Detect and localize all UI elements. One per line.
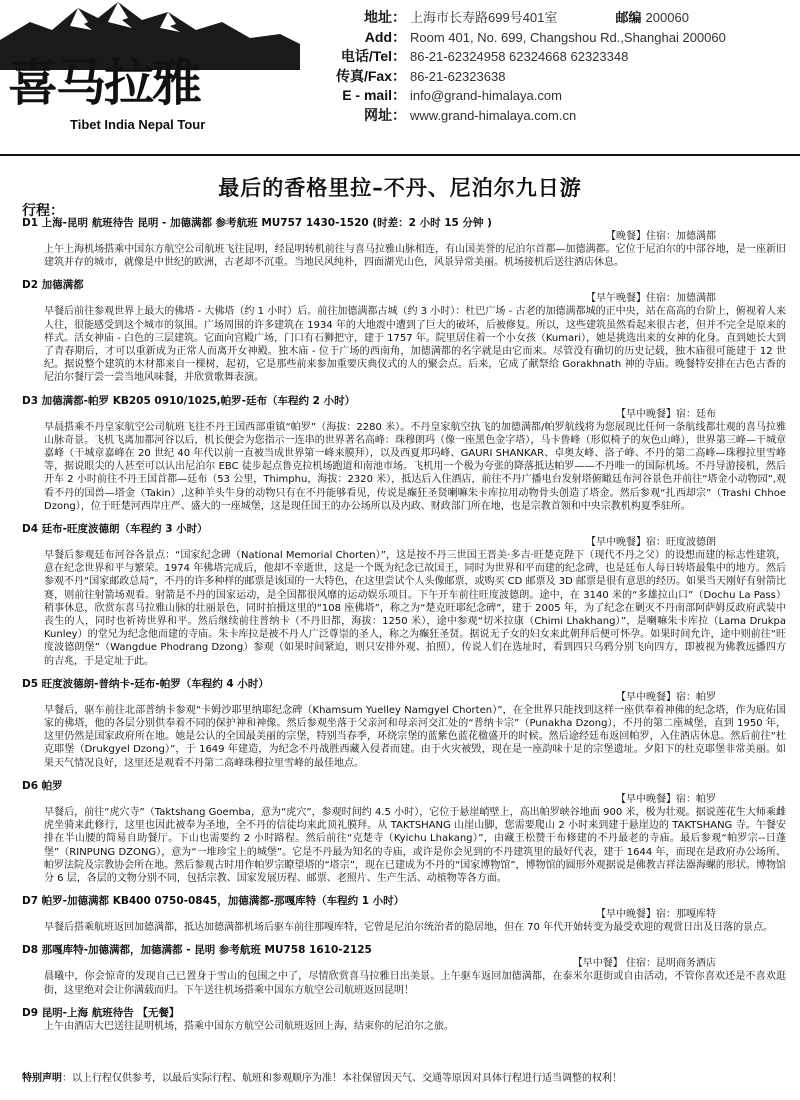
notice-text: ：以上行程仅供参考，以最后实际行程、航班和参观顺序为准！本社保留因天气、交通等原因对具体行程进行适当调整的权利！ [62,1073,622,1084]
day-heading: D8 那嘎库特-加德满都，加德满都 - 昆明 参考航班 MU758 1610-2125 [22,944,372,957]
day-meal: 【早中晚餐】宿：廷布 [616,408,716,420]
day-2 [22,278,786,384]
special-notice [22,1072,786,1085]
tel-label: 电话/Tel： [340,48,406,64]
day-heading: D6 帕罗 [22,779,63,792]
logo-text: 喜马拉雅 [8,53,200,112]
day-description: 上午由酒店大巴送往昆明机场，搭乘中国东方航空公司航班返回上海，结束你的尼泊尔之旅。 [44,1020,454,1032]
day-9 [22,1006,786,1033]
day-heading: D9 昆明-上海 航班待告 【无餐】 [22,1006,180,1019]
add-row [292,28,797,48]
day-heading: D4 廷布-旺度波德朗（车程约 3 小时） [22,523,208,536]
day-description: 早餐后，前往“虎穴寺”（Taktshang Goemba，意为“虎穴”，参观时间约 4.5 小时），它位于悬崖峭壁上，高出帕罗峡谷地面 900 米，极为壮观。据说莲花生大师乘雌虎坐骑来此修行，这里也因此被奉为圣地，全不丹的信徒均来此顶礼膜拜。从 TAKTSHANG 山崖山脚，您需要爬山 2 小时来到建于悬崖边的 TAKTSHANG 寺。午餐安排在半山腰的简易自助餐厅。下山也需要约 2 小时路程。然后前往“克楚寺（Kyichu Lhakang）”，由藏王松赞干布修建的不丹最老的寺庙。最后参观“帕罗宗--日蓬堡”（RINPUNG DZONG），意为“一堆珍宝上的城堡”。它是不丹最为知名的寺庙，或许是你会见到的不丹建筑里的最好代表，建于 1644 年，而现在是政府办公场所、帕罗法院及宗教协会所在地。然后参观古时用作帕罗宗瞭望塔的“塔宗”，现在已建成为不丹的“国家博物馆”，博物馆的圆形外观据说是佛教吉祥法器海螺的形状。博物馆分 6 层，各层的文物分别不同，包括宗教、国家发展历程、邮票、老照片、生产生活、动植物等各方面。 [44,806,786,884]
fax-value: 86-21-62323638 [410,68,506,84]
itinerary-list [22,216,786,1042]
email-value[interactable]: info@grand-himalaya.com [410,88,562,103]
tel-value: 86-21-62324958 62324668 62323348 [410,49,629,64]
itinerary-label: 行程： [22,203,64,219]
day-3 [22,394,786,513]
day-meal: 【早中晚餐】宿：帕罗 [616,691,716,703]
day-7 [22,894,786,934]
day-meal: 【早中餐】 住宿：昆明商务酒店 [572,958,716,970]
day-meal: 【早午晚餐】住宿：加德满都 [586,293,716,305]
day-heading: D3 加德满都-帕罗 KB205 0910/1025,帕罗-廷布（车程约 2 小时） [22,394,356,407]
day-heading: D5 旺度波德朗-普纳卡-廷布-帕罗（车程约 4 小时） [22,677,269,690]
email-row [292,86,797,106]
day-description: 早餐后，驱车前往北部普纳卡参观“卡姆沙耶里纳耶纪念碑（Khamsum Yuelley Namgyel Chorten）”，在全世界只能找到这样一座供奉着神佛的纪念塔，作为庇佑国家的佛塔，他的各层分别供奉着不同的保护神和神像。然后参观坐落于父亲河和母亲河交汇处的“普纳卡宗”（Punakha Dzong），不丹的第二座城堡，直到 1950 年，这里仍然是国家政府所在地。她是公认的全国最美丽的宗堡，特别当春季，环绕宗堡的蓝紫色蓝花楹盛开的时候。然后途经廷布返回帕罗，入住酒店休息。然后前往“杜克耶堡（Drukgyel Dzong）”，于 1649 年建造，为纪念不丹战胜西藏入侵者而建。由于火灾被毁，现在是一座韵味十足的宗堡遗址。夕阳下的杜克耶堡非常美丽。如果天气情况良好，这里还是观看不丹第二高峰珠穆拉里雪峰的最佳地点。 [44,704,786,769]
address-value: 上海市长寿路699号401室 [410,10,558,25]
day-8 [22,943,786,996]
email-label: E - mail： [342,87,406,103]
notice-label: 特别声明 [22,1073,62,1084]
day-description: 早餐后前往参观世界上最大的佛塔 - 大佛塔（约 1 小时）后。前往加德满都古城（约 3 小时）：杜巴广场 - 古老的加德满都城的正中央，站在高高的台阶上，俯视着人来人往，很能感受到这个城市的氛围。广场周围的许多建筑在 1934 年的大地震中遭到了巨大的破坏，后被修复。所以，这些建筑虽然看起来很古老，但并不完全是原来的样式。活女神庙 - 白色的三层建筑。它面向宫殿广场，门口有石狮把守，建于 1757 年。院里居住着一个小女孩（Kumari），她是挑选出来的女神的化身。直到她长大到了青春期后，才可以重新成为正常人而离开女神殿。独木庙 - 位于广场的西南角，加德满都的名字就是由它而来。尽管没有确切的历史记载，独木庙很可能建于 12 世纪。据说整个建筑的木材都来自一棵树，起初，它是那些前来参加重要庆典仪式的人的聚会点。后来，它成了献祭给 Gorakhnath 神的寺庙。晚餐特安排在古色古香的尼泊尔餐厅尝一尝当地风味餐，并欣赏歌舞表演。 [44,306,786,384]
day-5 [22,677,786,770]
fax-row [292,67,797,87]
web-label: 网址： [364,106,406,123]
day-heading: D1 上海-昆明 航班待告 昆明 - 加德满都 参考航班 MU757 1430-1520 (时差：2 小时 15 分钟 ) [22,217,492,229]
address-row [292,8,797,28]
letterhead [0,0,800,156]
day-4 [22,522,786,668]
address-label: 地址： [364,9,406,25]
day-description: 早晨搭乘不丹皇家航空公司航班飞往不丹王国西部重镇“帕罗”（海拔：2280 米）。不丹皇家航空执飞的加德满都/帕罗航线将为您展现比任何一条航线都壮观的喜马拉雅山脉奇景。飞机飞离加都河谷以后，机长便会为您指示一连串的世界著名高峰：珠穆朗玛（像一座黑色金字塔），马卡鲁峰（形似椅子的灰色山峰），世界第三峰—干城章嘉峰（干城章嘉峰在 20 世纪 40 年代以前一直被当成世界第一峰来膜拜），以及西夏邦玛峰、GAURI SHANKAR、卓奥友峰、洛子峰、不丹的第二高峰—珠穆拉里雪峰等，据说眼尖的人甚至可以认出尼泊尔 EBC 徒步起点鲁克拉机场跑道和南池市场。飞机用一个极为夸张的降落抵达帕罗——不丹唯一的国际机场。不丹导游接机，然后开车 2 小时前往不丹王国首都—廷布（53 公里，Thimphu，海拔：2320 米），抵达后入住酒店，前往不丹广播电台发射塔俯瞰廷布河谷景色并前往“塔金小动物园”,观看不丹的国兽—塔金（Takin）,这种羊头牛身的动物只有在不丹能够看见，传说是癫狂圣贤喇嘛朱卡库拉用动物骨头创造了塔金。然后参观“扎西却宗”（Trashi Chhoe Dzong），位于旺楚河西岸庄严、盛大的一座城堡，这是现任国王的办公场所以及内政、财政部门所在地，也是宗教首领和中央宗教机构夏季驻所。 [44,421,786,512]
contact-block [292,8,797,125]
day-description: 早餐后搭乘航班返回加德满都，抵达加德满都机场后驱车前往那嘎库特，它曾是尼泊尔统治者的隐居地，但在 70 年代开始转变为最受欢迎的观赏日出及日落的景点。 [44,922,774,934]
tel-row [292,47,797,67]
fax-label: 传真/Fax： [335,67,406,84]
header-divider [0,154,800,156]
add-label: Add： [364,28,406,45]
day-meal: 【早中晚餐】宿：帕罗 [616,793,716,805]
web-value[interactable]: www.grand-himalaya.com.cn [410,107,577,123]
day-meal: 【早中晚餐】宿：旺度波德朗 [586,537,716,549]
day-meal: 【早中晚餐】宿：那嘎库特 [596,909,716,921]
logo-subtitle: Tibet India Nepal Tour [70,117,206,132]
postcode-label: 邮编 [615,11,642,26]
postcode-value: 200060 [645,10,689,25]
day-description: 晨曦中，你会惊奇的发现自己已置身于雪山的包围之中了，尽情欣赏喜马拉雅日出美景。上午驱车返回加德满都，在泰米尔逛街或自由活动，不管你喜欢还是不喜欢逛街，这里绝对会让你满载而归。下午送往机场搭乘中国东方航空公司航班返回昆明！ [44,971,786,996]
day-heading: D2 加德满都 [22,279,84,292]
add-value: Room 401, No. 699, Changshou Rd.,Shanghai 200060 [410,29,726,45]
day-description: 早餐后参观廷布河谷各景点：“国家纪念碑（National Memorial Chorten）”，这是按不丹三世国王晋美·多吉·旺楚克陛下（现代不丹之父）的设想而建的标志性建筑，意在纪念世界和平与繁荣。1974 年佛塔完成后，他却不幸逝世，这是一个既为纪念已故国王，同时为世界和平而建的纪念碑，也是廷布人每日转塔最集中的地方。然后参观不丹“国家邮政总局”，不丹的许多种样的邮票是该国的一大特色，在这里尝试个人头像邮票，或购买 CD 邮票及 3D 邮票是很有意思的经历。如果当天刚好有射箭比赛，则前往射箭场观看。射箭是不丹的国家运动，是全国都很风靡的运动娱乐项目。下午开车前往旺度波德朗。途中，在 3140 米的“多雄拉山口”（Dochu La Pass）稍事休息，欣赏东喜马拉雅山脉的壮丽景色，同时拍摄这里的“108 座佛塔”，称之为“楚克旺耶纪念碑”，建于 2005 年，为了纪念在剿灭不丹南部阿萨姆反政府武装中丧生的人，同时也祈祷世界和平。然后继续前往普纳卡（不丹旧都，海拔：1250 米），途中参观“切米拉康（Chimi Lhakhang）”，是喇嘛朱卡库拉（Lama Drukpa Kunley）的堂兄为纪念他而建的寺庙。朱卡库拉是被不丹人广泛尊崇的圣人，称之为癫狂圣贤。据说无子女的妇女来此朝拜后便可怀孕。如果时间允许，途中则前往“旺度波德朗堡”（Wangdue Phodrang Dzong）参观（如果时间紧迫，则只安排外观、拍照），传说人们在选址时，看到四只乌鸦分别飞向四方，即被视为佛教远播四方的吉兆，于是定址于此。 [44,550,786,667]
web-row [292,106,797,126]
day-1 [22,216,786,269]
day-meal: 【晚餐】住宿：加德满都 [606,231,716,242]
day-heading: D7 帕罗-加德满都 KB400 0750-0845，加德满都-那嘎库特（车程约 1 小时） [22,895,405,908]
day-6 [22,779,786,885]
page-title: 最后的香格里拉–不丹、尼泊尔九日游 [218,176,582,200]
day-description: 上午上海机场搭乘中国东方航空公司航班飞往昆明，经昆明转机前往与喜马拉雅山脉相连，有山国美誉的尼泊尔首都—加德满都。它位于尼泊尔的中部谷地，是一座新旧建筑并存的城市，就像是中世纪的欧洲，古老却不沉重。当地民风纯朴，四面湖光山色，风景异常美丽。机场接机后送往酒店休息。 [44,244,786,269]
